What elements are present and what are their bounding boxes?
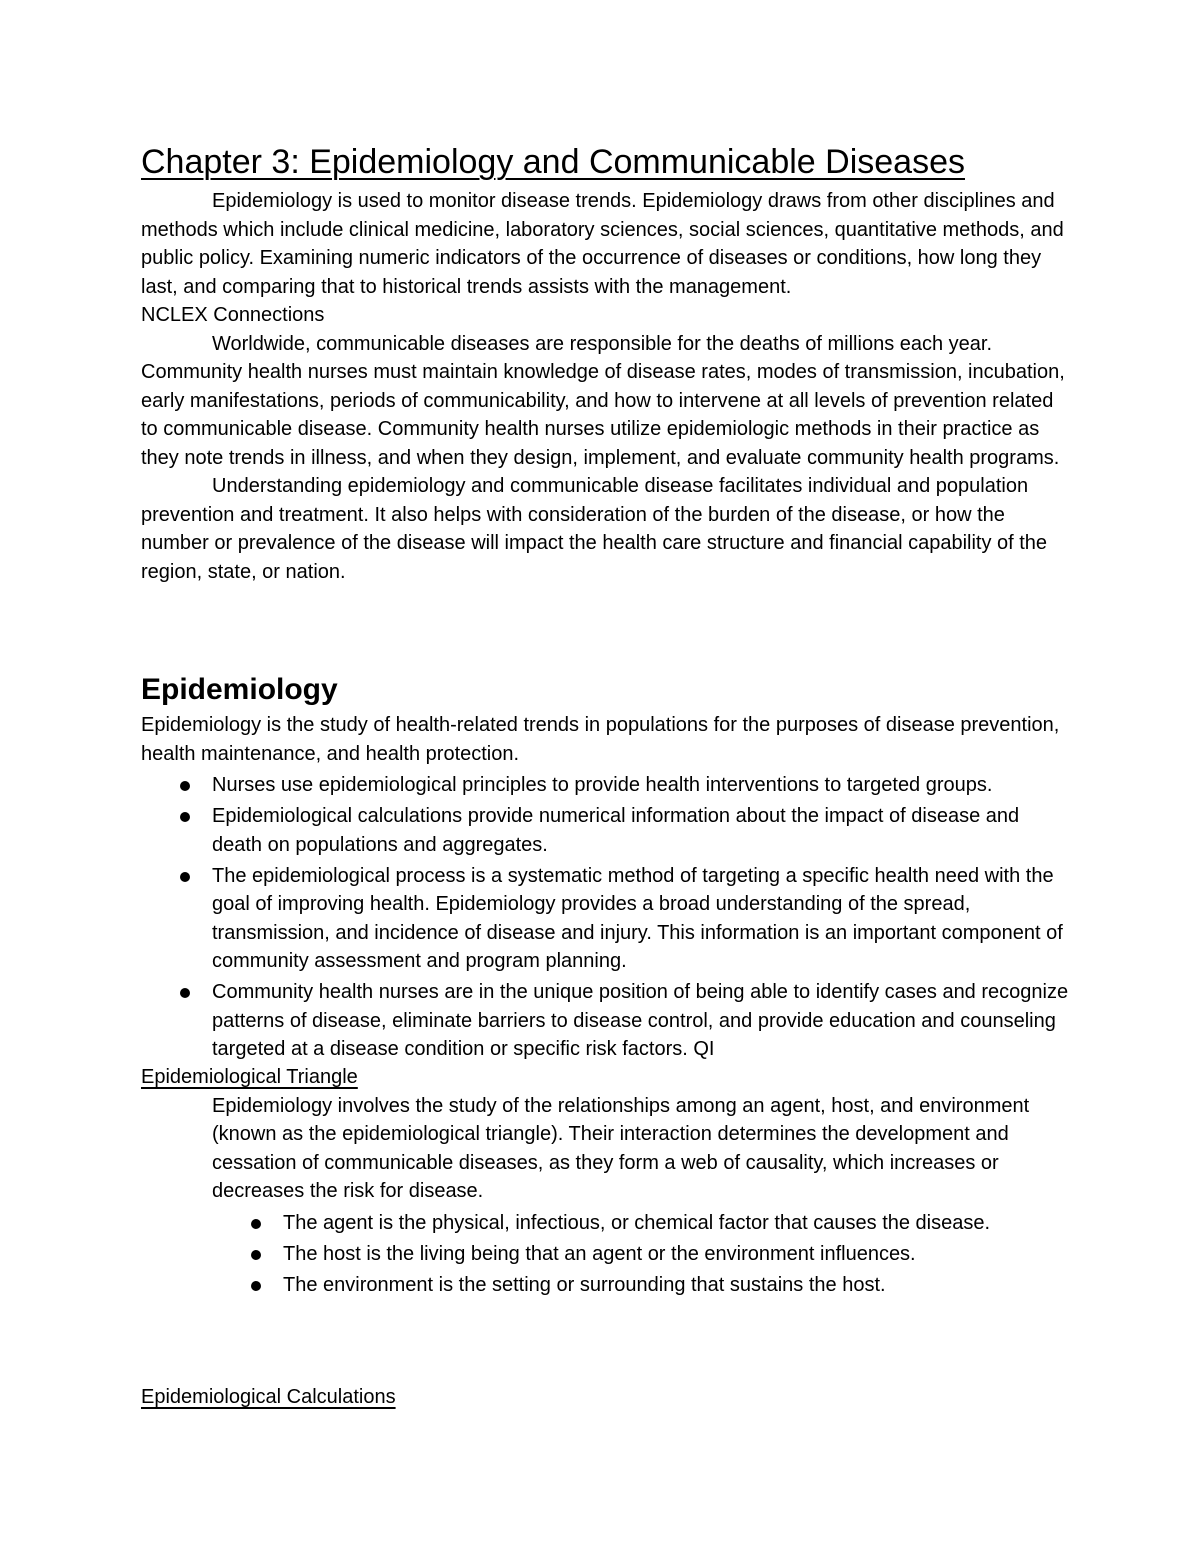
triangle-paragraph: Epidemiology involves the study of the relationships among an agent, host, and environment (known as the epidemiological triangle). Their interaction determines the development and cessation of communicable diseases, as they form a web of causality, which increases or decreases the risk for disease. <box>212 1094 1030 1202</box>
list-item: The environment is the setting or surrounding that sustains the host. <box>141 1271 1071 1300</box>
chapter-title: Chapter 3: Epidemiology and Communicable Diseases <box>141 143 965 181</box>
epidemiology-definition: Epidemiology is the study of health-related trends in populations for the purposes of disease prevention, health maintenance, and health protection. <box>141 714 1060 765</box>
list-item: The host is the living being that an agent or the environment influences. <box>141 1240 1071 1269</box>
intro-paragraph-1: Epidemiology is used to monitor disease trends. Epidemiology draws from other disciplines and methods which include clinical medicine, laboratory sciences, social sciences, quantitative methods, and public policy. Examining numeric indicators of the occurrence of diseases or conditions, how long they last, and comparing that to historical trends assists with the management. <box>141 190 1064 298</box>
epidemiology-section <box>141 711 1071 1066</box>
intro-paragraph-2: Worldwide, communicable diseases are responsible for the deaths of millions each year. Community health nurses must maintain knowledge of disease rates, modes of transmission, incubation, early manifestations, periods of communicability, and how to intervene at all levels of prevention related to communicable disease. Community health nurses utilize epidemiologic methods in their practice as they note trends in illness, and when they design, implement, and evaluate community health programs. <box>141 332 1065 469</box>
calculations-heading: Epidemiological Calculations <box>141 1386 396 1408</box>
triangle-bullet-list <box>141 1209 1071 1300</box>
nclex-connections-label: NCLEX Connections <box>141 304 325 326</box>
bullet-icon <box>251 1250 261 1260</box>
epidemiology-bullet-list <box>141 771 1071 1064</box>
bullet-icon <box>180 781 190 791</box>
list-item: Nurses use epidemiological principles to provide health interventions to targeted groups. <box>141 771 1071 800</box>
bullet-icon <box>180 988 190 998</box>
triangle-heading: Epidemiological Triangle <box>141 1066 358 1088</box>
bullet-icon <box>251 1281 261 1291</box>
intro-section <box>141 187 1071 586</box>
epidemiology-heading: Epidemiology <box>141 673 338 706</box>
calculations-section <box>141 1383 1071 1412</box>
list-item: The epidemiological process is a systematic method of targeting a specific health need with the goal of improving health. Epidemiology provides a broad understanding of the spread, transmission, and incidence of disease and injury. This information is an important component of community assessment and program planning. <box>141 862 1071 976</box>
list-item: The agent is the physical, infectious, or chemical factor that causes the disease. <box>141 1209 1071 1238</box>
bullet-icon <box>180 872 190 882</box>
list-item: Community health nurses are in the unique position of being able to identify cases and recognize patterns of disease, eliminate barriers to disease control, and provide education and counseling targeted at a disease condition or specific risk factors. QI <box>141 978 1071 1064</box>
bullet-icon <box>251 1219 261 1229</box>
bullet-icon <box>180 812 190 822</box>
list-item: Epidemiological calculations provide numerical information about the impact of disease and death on populations and aggregates. <box>141 802 1071 859</box>
intro-paragraph-3: Understanding epidemiology and communicable disease facilitates individual and population prevention and treatment. It also helps with consideration of the burden of the disease, or how the number or prevalence of the disease will impact the health care structure and financial capability of the region, state, or nation. <box>141 475 1048 583</box>
triangle-section <box>141 1063 1071 1302</box>
